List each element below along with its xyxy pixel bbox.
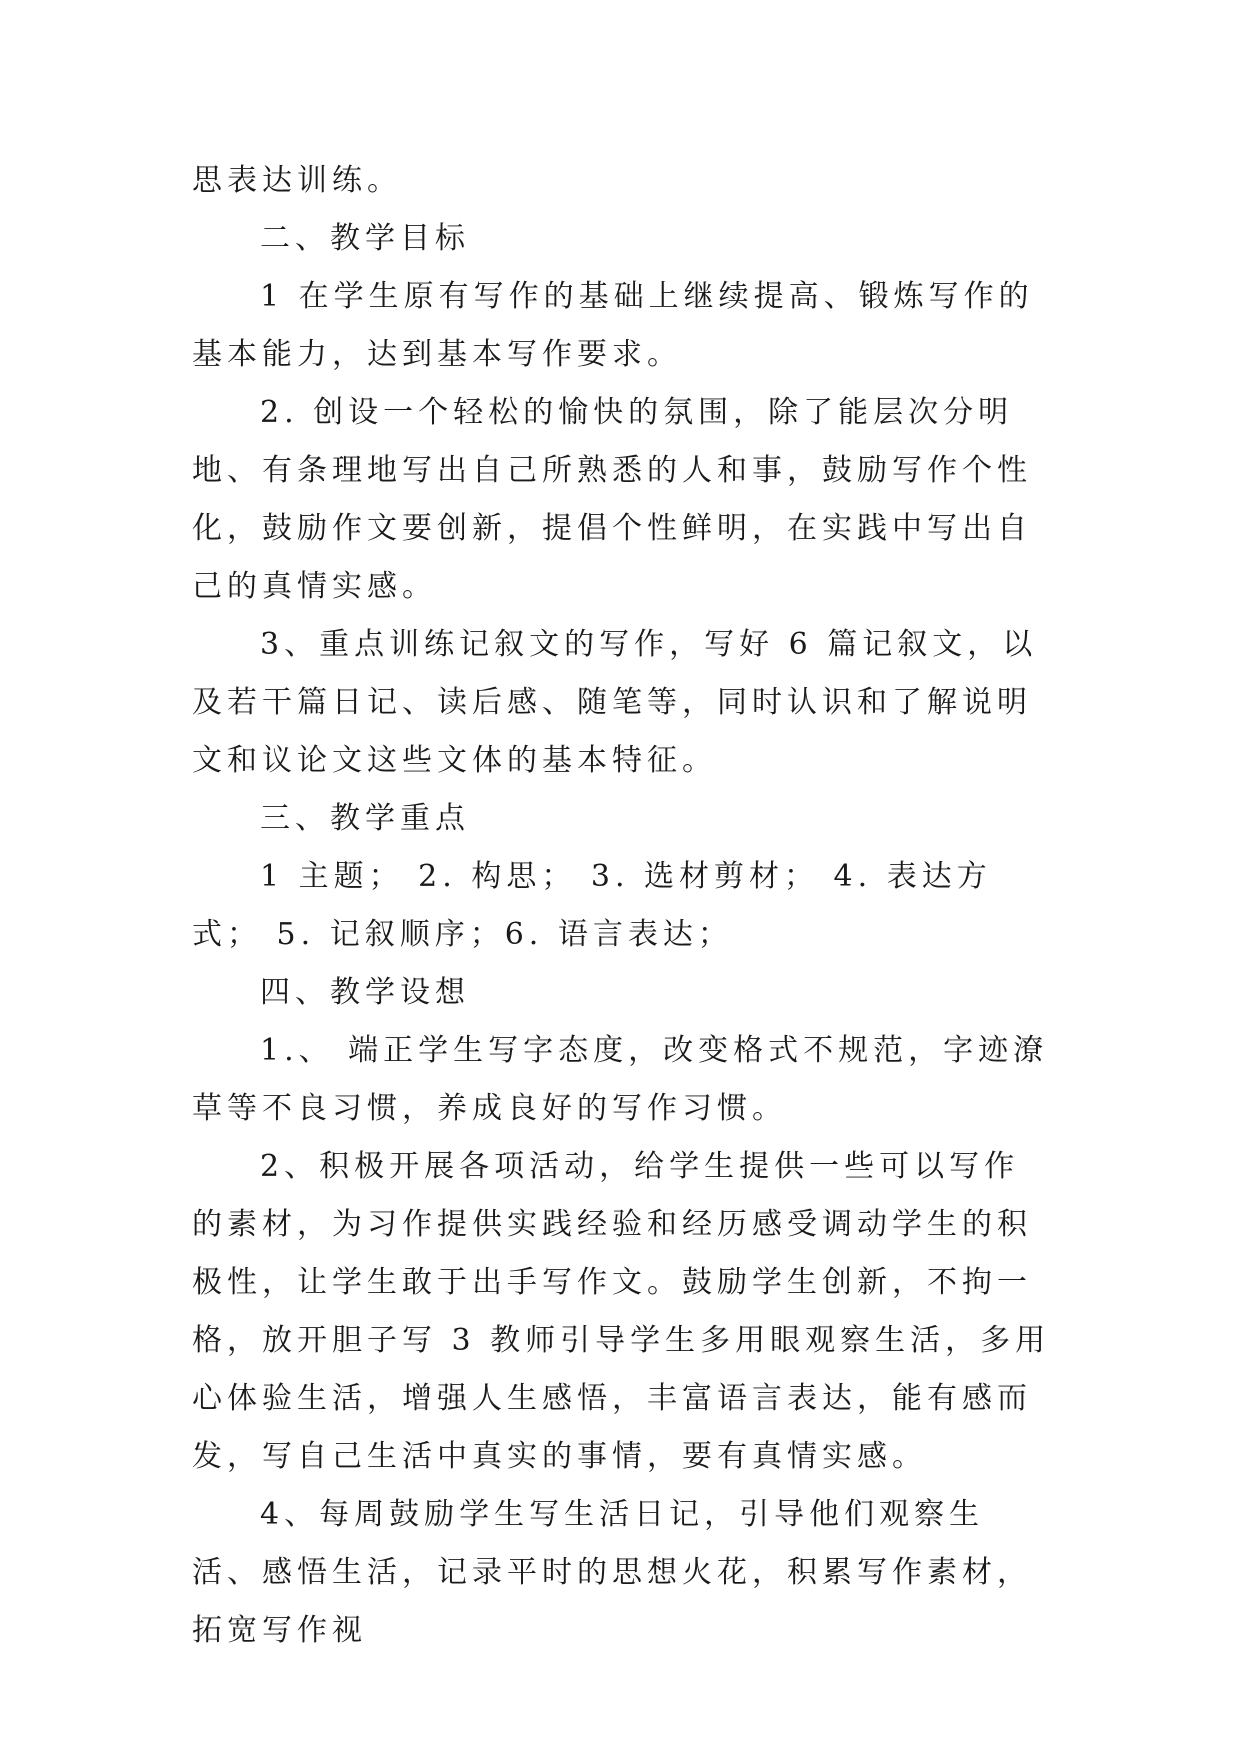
paragraph-continuation: 思表达训练。 [192,163,402,198]
section-heading-key-points: 三、教学重点 [260,801,470,836]
teaching-idea-1: 1.、 端正学生写字态度，改变格式不规范，字迹潦草等不良习惯，养成良好的写作习惯。 [192,1033,1049,1126]
body-text [192,152,1052,1660]
section-heading-teaching-ideas: 四、教学设想 [260,975,470,1010]
teaching-idea-4: 4、每周鼓励学生写生活日记，引导他们观察生活、感悟生活，记录平时的思想火花，积累写作素材，拓宽写作视 [192,1497,1032,1648]
objective-3: 3、重点训练记叙文的写作，写好 6 篇记叙文，以及若干篇日记、读后感、随笔等，同时认识和了解说明文和议论文这些文体的基本特征。 [192,627,1038,778]
section-heading-objectives: 二、教学目标 [260,221,470,256]
teaching-idea-2: 2、积极开展各项活动，给学生提供一些可以写作的素材，为习作提供实践经验和经历感受调动学生的积极性，让学生敢于出手写作文。鼓励学生创新，不拘一格，放开胆子写 3 教师引导学生多用眼观察生活，多用心体验生活，增强人生感悟，丰富语言表达，能有感而发，写自己生活中真实的事情，要有真情实感。 [192,1149,1051,1474]
objective-1: 1 在学生原有写作的基础上继续提高、锻炼写作的基本能力，达到基本写作要求。 [192,279,1034,372]
key-points-list: 1 主题； 2. 构思； 3. 选材剪材； 4. 表达方式； 5. 记叙顺序；6. 语言表达； [192,859,992,952]
objective-2: 2. 创设一个轻松的愉快的氛围，除了能层次分明地、有条理地写出自己所熟悉的人和事，鼓励写作个性化，鼓励作文要创新，提倡个性鲜明，在实践中写出自己的真情实感。 [192,395,1032,604]
